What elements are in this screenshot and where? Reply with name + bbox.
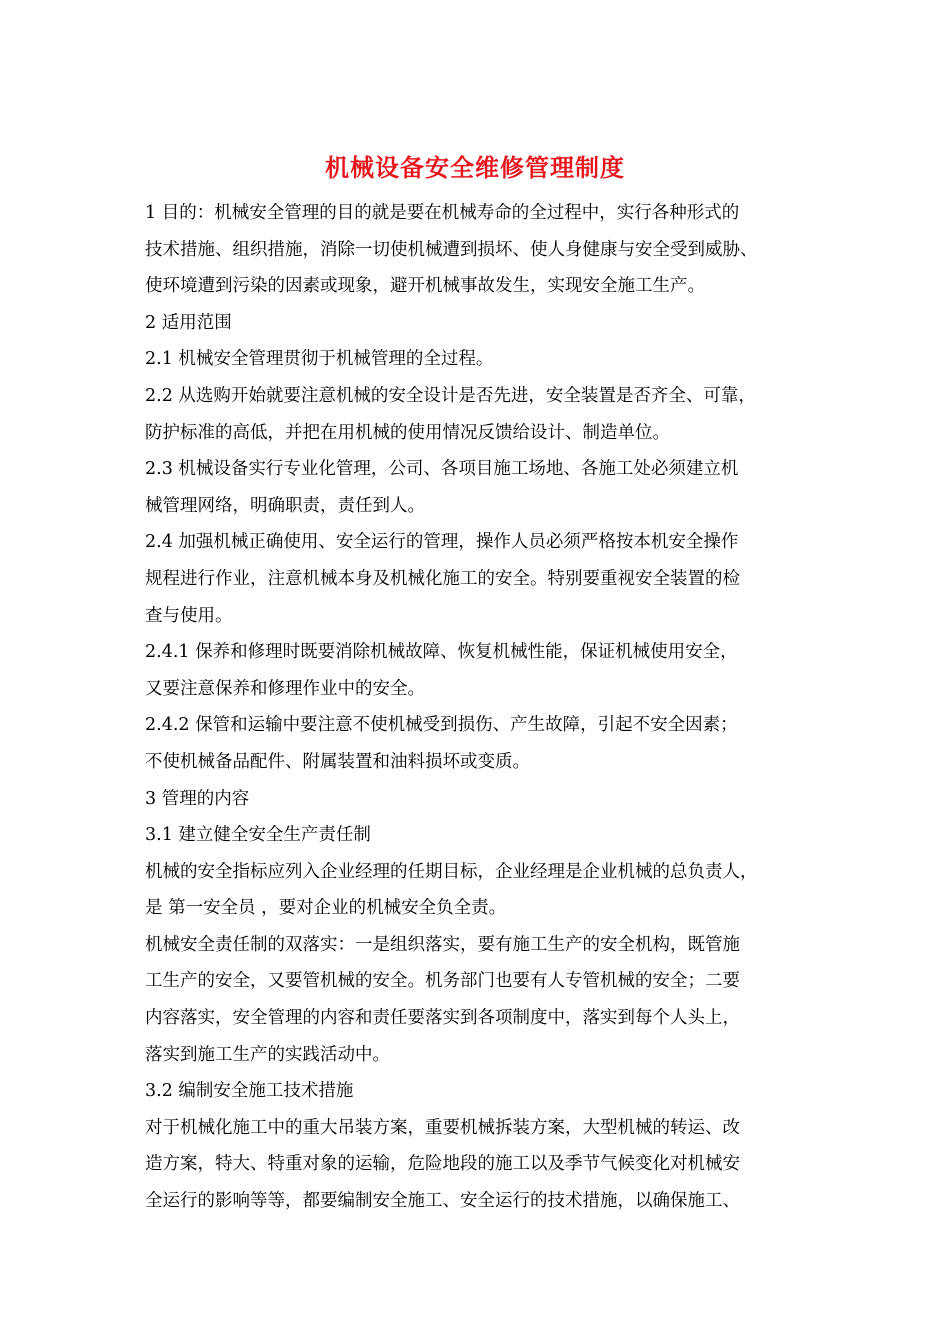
text-line: 对于机械化施工中的重大吊装方案，重要机械拆装方案，大型机械的转运、改 (145, 1117, 740, 1138)
text-line: 规程进行作业，注意机械本身及机械化施工的安全。特别要重视安全装置的检 (145, 568, 740, 589)
text-line: 械管理网络，明确职责，责任到人。 (145, 495, 425, 516)
text-line: 2.4.2 保管和运输中要注意不使机械受到损伤、产生故障，引起不安全因素； (145, 715, 738, 736)
text-line: 3 管理的内容 (145, 788, 250, 809)
text-line: 3.2 编制安全施工技术措施 (145, 1081, 354, 1102)
text-line: 造方案，特大、特重对象的运输，危险地段的施工以及季节气候变化对机械安 (145, 1154, 740, 1175)
text-line: 不使机械备品配件、附属装置和油料损坏或变质。 (145, 751, 530, 772)
text-line: 3.1 建立健全安全生产责任制 (145, 825, 371, 846)
document-title: 机械设备安全维修管理制度 (325, 153, 625, 182)
text-line: 1 目的：机械安全管理的目的就是要在机械寿命的全过程中，实行各种形式的 (145, 203, 740, 223)
text-line: 技术措施、组织措施，消除一切使机械遭到损坏、使人身健康与安全受到威胁、 (145, 239, 758, 260)
text-line: 2.1 机械安全管理贯彻于机械管理的全过程。 (145, 349, 494, 370)
text-line: 使环境遭到污染的因素或现象，避开机械事故发生，实现安全施工生产。 (145, 276, 705, 297)
text-line: 落实到施工生产的实践活动中。 (145, 1044, 390, 1065)
text-line: 2 适用范围 (145, 312, 232, 333)
text-line: 2.4.1 保养和修理时既要消除机械故障、恢复机械性能，保证机械使用安全， (145, 642, 738, 663)
text-line: 防护标准的高低，并把在用机械的使用情况反馈给设计、制造单位。 (145, 422, 670, 443)
text-line: 机械的安全指标应列入企业经理的任期目标，企业经理是企业机械的总负责人， (145, 861, 758, 882)
text-line: 是 第一安全员 ，要对企业的机械安全负全责。 (145, 898, 507, 919)
text-line: 2.3 机械设备实行专业化管理，公司、各项目施工场地、各施工处必须建立机 (145, 459, 739, 480)
document-body (145, 195, 815, 1220)
text-line: 全运行的影响等等，都要编制安全施工、安全运行的技术措施，以确保施工、 (145, 1191, 740, 1212)
text-line: 2.4 加强机械正确使用、安全运行的管理，操作人员必须严格按本机安全操作 (145, 532, 739, 553)
text-line: 机械安全责任制的双落实：一是组织落实，要有施工生产的安全机构，既管施 (145, 934, 740, 955)
text-line: 查与使用。 (145, 605, 233, 626)
text-line: 2.2 从选购开始就要注意机械的安全设计是否先进，安全装置是否齐全、可靠， (145, 385, 756, 406)
text-line: 内容落实，安全管理的内容和责任要落实到各项制度中，落实到每个人头上， (145, 1008, 740, 1029)
text-line: 又要注意保养和修理作业中的安全。 (145, 678, 425, 699)
text-line: 工生产的安全，又要管机械的安全。机务部门也要有人专管机械的安全；二要 (145, 971, 740, 992)
